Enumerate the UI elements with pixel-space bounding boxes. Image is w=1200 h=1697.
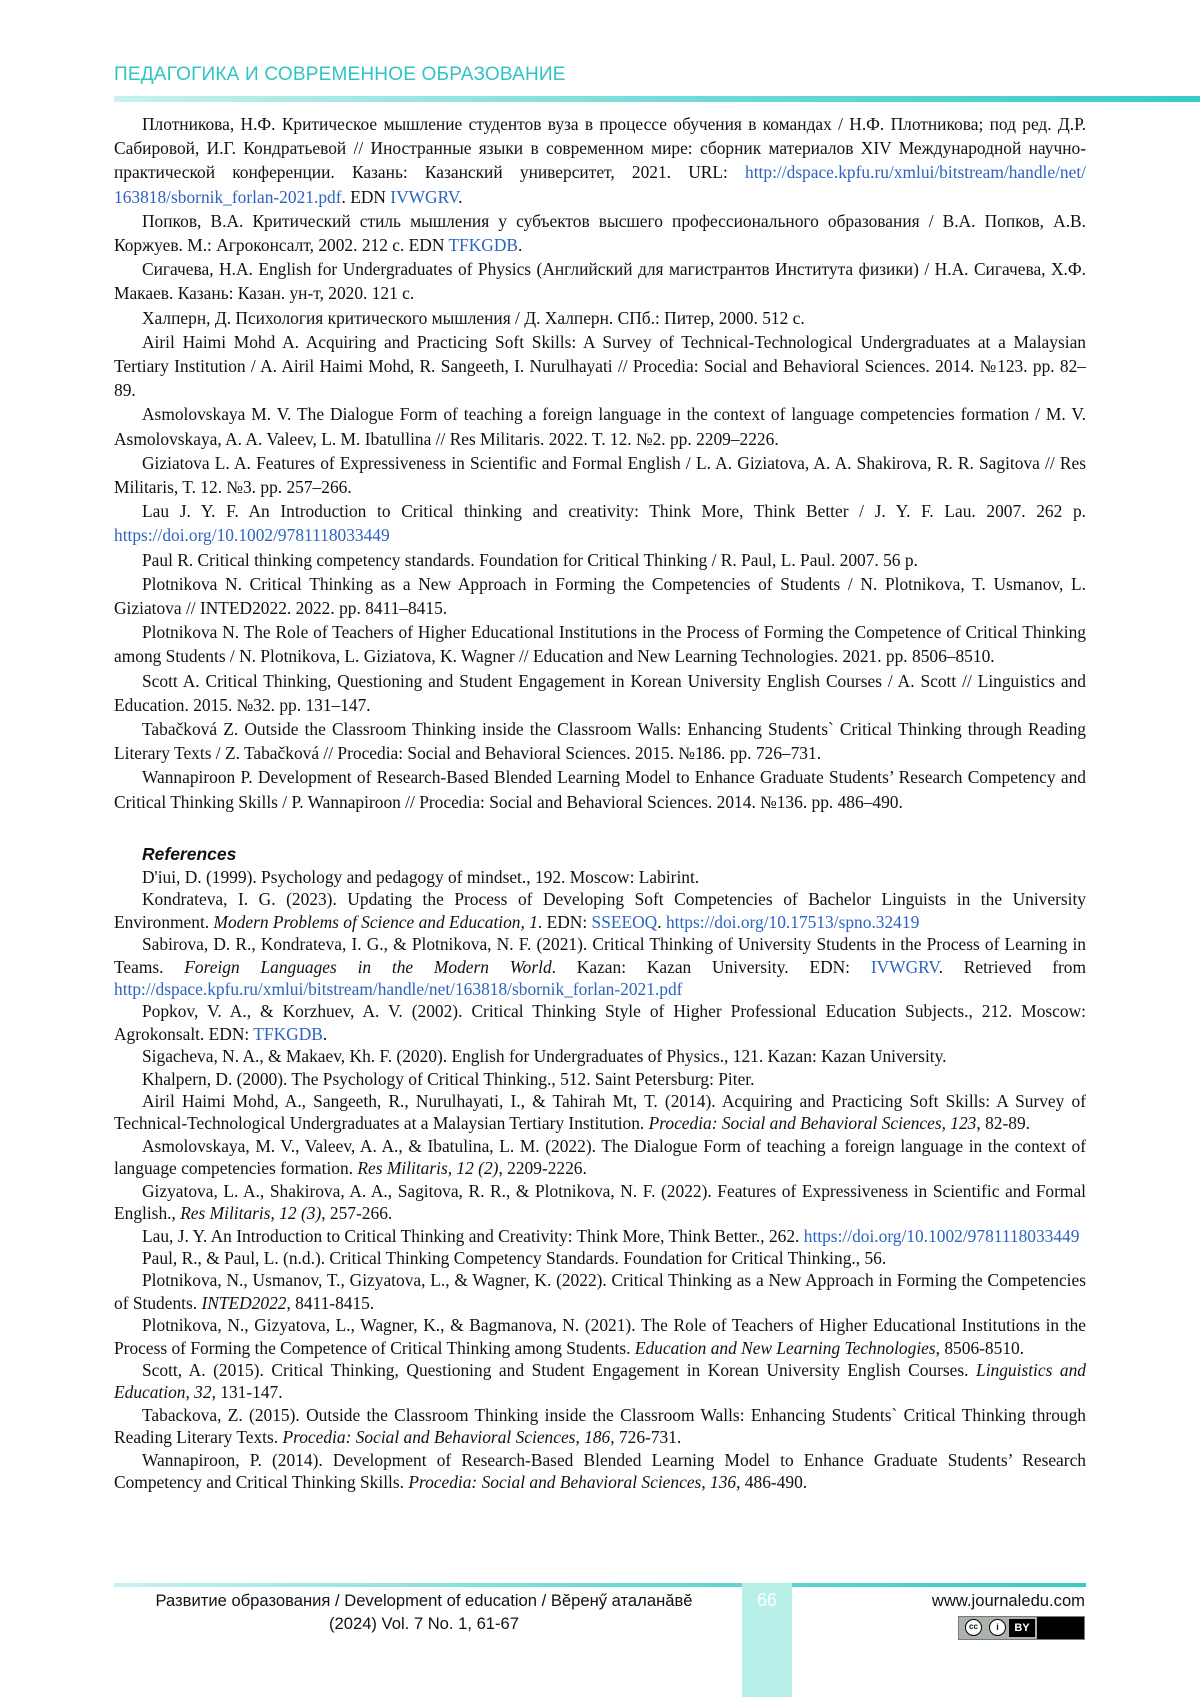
reference-text: . Kazan: Kazan University. EDN:: [551, 956, 871, 977]
reference-text: Asmolovskaya M. V. The Dialogue Form of teaching a foreign language in the context of language competencies formation / M. V. Asmolovskaya, A. A. Valeev, L. M. Ibatullina // Res Militaris. 2022. T. 12. №2. pp. 2209–2226.: [114, 404, 1086, 449]
literature-entry: [114, 112, 1086, 209]
reference-text: , 726-731.: [610, 1427, 682, 1448]
reference-source-title: Modern Problems of Science and Education, 1: [213, 911, 538, 932]
reference-entry: [114, 1045, 1086, 1067]
reference-source-title: Procedia: Social and Behavioral Sciences: [282, 1427, 576, 1448]
running-header: ПЕДАГОГИКА И СОВРЕМЕННОЕ ОБРАЗОВАНИЕ: [114, 64, 566, 85]
cc-by-license-badge[interactable]: [958, 1616, 1085, 1640]
reference-entry: [114, 1269, 1086, 1314]
reference-entry: [114, 1090, 1086, 1135]
reference-text: Kondrateva, I. G. (2023). Updating the Process of Developing Soft Competencies of Bachelor Linguists in the University Environment.: [114, 889, 1086, 932]
header-divider: [114, 96, 1200, 102]
reference-text: Gizyatova, L. A., Shakirova, A. A., Sagitova, R. R., & Plotnikova, N. F. (2022). Features of Expressiveness in Scientific and Formal English.,: [114, 1180, 1086, 1224]
reference-entry: [114, 888, 1086, 933]
reference-text: Сигачева, Н.А. English for Undergraduates of Physics (Английский для магистрантов Института физики) / Н.А. Сигачева, Х.Ф. Макаев. Казань: Казан. ун-т, 2020. 121 с.: [114, 259, 1086, 304]
reference-text: ,: [701, 1471, 711, 1492]
reference-text: ,: [575, 1427, 585, 1448]
reference-text: Tabačková Z. Outside the Classroom Thinking inside the Classroom Walls: Enhancing Students` Critical Thinking through Reading Literary Texts / Z. Tabačková // Procedia: Social and Behavioral Sciences. 2015. №186. pp. 726–731.: [114, 719, 1086, 764]
reference-text: , 486-490.: [736, 1471, 808, 1492]
reference-text: Lau, J. Y. An Introduction to Critical Thinking and Creativity: Think More, Think Better., 262.: [142, 1225, 804, 1246]
journal-volume: (2024) Vol. 7 No. 1, 61-67: [328, 1614, 520, 1633]
reference-text: Airil Haimi Mohd A. Acquiring and Practicing Soft Skills: A Survey of Technical-Technological Undergraduates at a Malaysian Tertiary Institution / A. Airil Haimi Mohd, R. Sangeeth, I. Nurulhayati // Procedia: Social and Behavioral Sciences. 2014. №123. pp. 82–89.: [114, 331, 1086, 401]
reference-entry: [114, 1449, 1086, 1494]
reference-text: Wannapiroon P. Development of Research-Based Blended Learning Model to Enhance Graduate Students’ Research Competency and Critical Thinking Skills / P. Wannapiroon // Procedia: Social and Behavioral Sciences. 2014. №136. pp. 486–490.: [114, 767, 1086, 812]
reference-text: Plotnikova, N., Gizyatova, L., Wagner, K., & Bagmanova, N. (2021). The Role of Teachers of Higher Educational Institutions in the Process of Forming the Competence of Critical Thinking among Students.: [114, 1315, 1086, 1358]
reference-source-title: Procedia: Social and Behavioral Sciences: [408, 1471, 702, 1492]
reference-link[interactable]: http://dspace.kpfu.ru/xmlui/bitstream/handle/net/163818/sbornik_forlan-2021.pdf: [114, 979, 683, 1000]
reference-text: Scott, A. (2015). Critical Thinking, Questioning and Student Engagement in Korean University English Courses.: [142, 1359, 977, 1380]
reference-text: Scott A. Critical Thinking, Questioning and Student Engagement in Korean University English Courses / A. Scott // Linguistics and Education. 2015. №32. pp. 131–147.: [114, 670, 1086, 715]
reference-link[interactable]: IVWGRV: [390, 186, 459, 207]
literature-entry: [114, 209, 1086, 257]
reference-text: Asmolovskaya, M. V., Valeev, A. A., & Ibatulina, L. M. (2022). The Dialogue Form of teaching a foreign language in the context of language competencies formation.: [114, 1135, 1086, 1179]
reference-source-title: 136: [710, 1471, 737, 1492]
reference-entry: [114, 1000, 1086, 1045]
cc-icon: cc: [965, 1619, 982, 1636]
reference-link[interactable]: https://doi.org/10.17513/spno.32419: [665, 911, 920, 932]
reference-text: .: [657, 911, 666, 932]
reference-link[interactable]: https://doi.org/10.1002/9781118033449: [803, 1225, 1080, 1246]
reference-source-title: Education and New Learning Technologies: [634, 1337, 936, 1358]
reference-text: , 2209-2226.: [498, 1158, 587, 1179]
reference-link[interactable]: IVWGRV: [870, 956, 939, 977]
reference-source-title: Res Militaris, 12 (3): [180, 1203, 322, 1224]
references-section: [114, 842, 1086, 1493]
literature-list: [114, 112, 1086, 814]
attribution-person-icon: i: [989, 1619, 1006, 1636]
reference-text: Paul, R., & Paul, L. (n.d.). Critical Thinking Competency Standards. Foundation for Critical Thinking., 56.: [142, 1247, 887, 1268]
literature-entry: [114, 669, 1086, 717]
literature-entry: [114, 306, 1086, 330]
reference-text: Sabirova, D. R., Kondrateva, I. G., & Plotnikova, N. F. (2021). Critical Thinking of University Students in the Process of Learning in Teams.: [114, 934, 1086, 977]
reference-source-title: INTED2022: [201, 1292, 287, 1313]
reference-text: Wannapiroon, P. (2014). Development of Research-Based Blended Learning Model to Enhance Graduate Students’ Research Competency and Critical Thinking Skills.: [114, 1449, 1086, 1492]
reference-text: Sigacheva, N. A., & Makaev, Kh. F. (2020). English for Undergraduates of Physics., 121. Kazan: Kazan University.: [142, 1046, 947, 1067]
cc-by-label: BY: [1009, 1619, 1035, 1637]
reference-text: Plotnikova N. The Role of Teachers of Higher Educational Institutions in the Process of Forming the Competence of Critical Thinking among Students / N. Plotnikova, L. Giziatova, K. Wagner // Education and New Learning Technologies. 2021. pp. 8506–8510.: [114, 622, 1086, 667]
literature-entry: [114, 402, 1086, 450]
journal-website[interactable]: www.journaledu.com: [931, 1591, 1085, 1610]
literature-entry: [114, 257, 1086, 305]
reference-text: , 8411-8415.: [286, 1292, 375, 1313]
literature-entry: [114, 451, 1086, 499]
references-heading: References: [142, 844, 237, 864]
reference-text: , 82-89.: [976, 1113, 1031, 1134]
literature-entry: [114, 620, 1086, 668]
references-list: [114, 866, 1086, 1493]
reference-text: 131-147.: [215, 1382, 283, 1403]
reference-link[interactable]: https://doi.org/10.1002/9781118033449: [114, 525, 390, 546]
reference-text: D'iui, D. (1999). Psychology and pedagogy of mindset., 192. Moscow: Labirint.: [142, 867, 700, 887]
reference-text: .: [458, 186, 463, 207]
reference-text: , 257-266.: [321, 1203, 393, 1224]
reference-text: Попков, В.А. Критический стиль мышления у субъектов высшего профессионального образования / В.А. Попков, А.В. Коржуев. М.: Агроконсалт, 2002. 212 с. EDN: [114, 210, 1086, 256]
reference-entry: [114, 1180, 1086, 1225]
reference-source-title: 186: [584, 1427, 611, 1448]
reference-entry: [114, 866, 1086, 888]
reference-text: Tabackova, Z. (2015). Outside the Classroom Thinking inside the Classroom Walls: Enhancing Students` Critical Thinking through Reading Literary Texts.: [114, 1404, 1086, 1448]
reference-entry: [114, 933, 1086, 1000]
reference-text: , 8506-8510.: [935, 1337, 1025, 1358]
literature-entry: [114, 548, 1086, 572]
reference-text: Popkov, V. A., & Korzhuev, A. V. (2002). Critical Thinking Style of Higher Professional Education Subjects., 212. Moscow: Agrokonsalt. EDN:: [114, 1001, 1086, 1044]
reference-entry: [114, 1404, 1086, 1449]
reference-text: Airil Haimi Mohd, A., Sangeeth, R., Nurulhayati, I., & Tahirah Mt, T. (2014). Acquiring and Practicing Soft Skills: A Survey of Technical-Technological Undergraduates at a Malaysian Tertiary Institution.: [114, 1091, 1086, 1134]
reference-entry: [114, 1225, 1086, 1247]
reference-text: . EDN:: [537, 911, 592, 932]
page-number: 66: [756, 1590, 778, 1610]
reference-text: Khalpern, D. (2000). The Psychology of Critical Thinking., 512. Saint Petersburg: Piter.: [142, 1068, 755, 1089]
journal-citation: [114, 1589, 734, 1635]
reference-link[interactable]: TFKGDB: [253, 1023, 323, 1044]
reference-text: Халперн, Д. Психология критического мышления / Д. Халперн. СПб.: Питер, 2000. 512 с.: [142, 307, 805, 328]
reference-text: Плотникова, Н.Ф. Критическое мышление студентов вуза в процессе обучения в командах / Н.Ф. Плотникова; под ред. Д.Р. Сабировой, И.Г. Кондратьевой // Иностранные языки в современном мире: сборник материалов XIV Международной научно-практической конференции. Казань: Казанский университет, 2021. URL:: [114, 114, 1086, 183]
literature-entry: [114, 717, 1086, 765]
reference-text: .: [322, 1023, 328, 1044]
reference-link[interactable]: SSEEOQ: [591, 911, 658, 932]
reference-entry: [114, 1068, 1086, 1090]
reference-text: Lau J. Y. F. An Introduction to Critical thinking and creativity: Think More, Think Better / J. Y. F. Lau. 2007. 262 p.: [142, 501, 1086, 522]
reference-source-title: Linguistics and Education, 32,: [114, 1359, 1086, 1403]
footer-divider: [114, 1583, 1086, 1587]
reference-link[interactable]: TFKGDB: [448, 235, 519, 256]
reference-entry: [114, 1359, 1086, 1404]
reference-link[interactable]: http://dspace.kpfu.ru/xmlui/bitstream/handle/net/ 163818/sbornik_forlan-2021.pdf: [114, 162, 1086, 207]
reference-text: .: [518, 235, 523, 256]
literature-entry: [114, 330, 1086, 403]
reference-text: . EDN: [341, 186, 391, 207]
literature-entry: [114, 765, 1086, 813]
reference-source-title: Foreign Languages in the Modern World: [184, 956, 552, 977]
reference-text: Paul R. Critical thinking competency standards. Foundation for Critical Thinking / R. Paul, L. Paul. 2007. 56 p.: [142, 549, 918, 570]
reference-text: Plotnikova N. Critical Thinking as a New Approach in Forming the Competencies of Students / N. Plotnikova, T. Usmanov, L. Giziatova // INTED2022. 2022. pp. 8411–8415.: [114, 573, 1086, 619]
literature-entry: [114, 572, 1086, 620]
journal-name: Развитие образования / Development of education / Вĕренӳ аталанăвĕ: [155, 1591, 693, 1610]
reference-text: . Retrieved from: [938, 956, 1087, 977]
reference-entry: [114, 1314, 1086, 1359]
literature-entry: [114, 499, 1086, 547]
reference-text: Plotnikova, N., Usmanov, T., Gizyatova, L., & Wagner, K. (2022). Critical Thinking as a New Approach in Forming the Competencies of Students.: [114, 1270, 1086, 1313]
reference-entry: [114, 1247, 1086, 1269]
reference-text: Giziatova L. A. Features of Expressiveness in Scientific and Formal English / L. A. Giziatova, A. A. Shakirova, R. R. Sagitova // Res Militaris, T. 12. №3. pp. 257–266.: [114, 452, 1086, 498]
reference-entry: [114, 1135, 1086, 1180]
reference-source-title: Res Militaris, 12 (2): [357, 1158, 499, 1179]
reference-source-title: Procedia: Social and Behavioral Sciences, 123: [648, 1113, 977, 1134]
